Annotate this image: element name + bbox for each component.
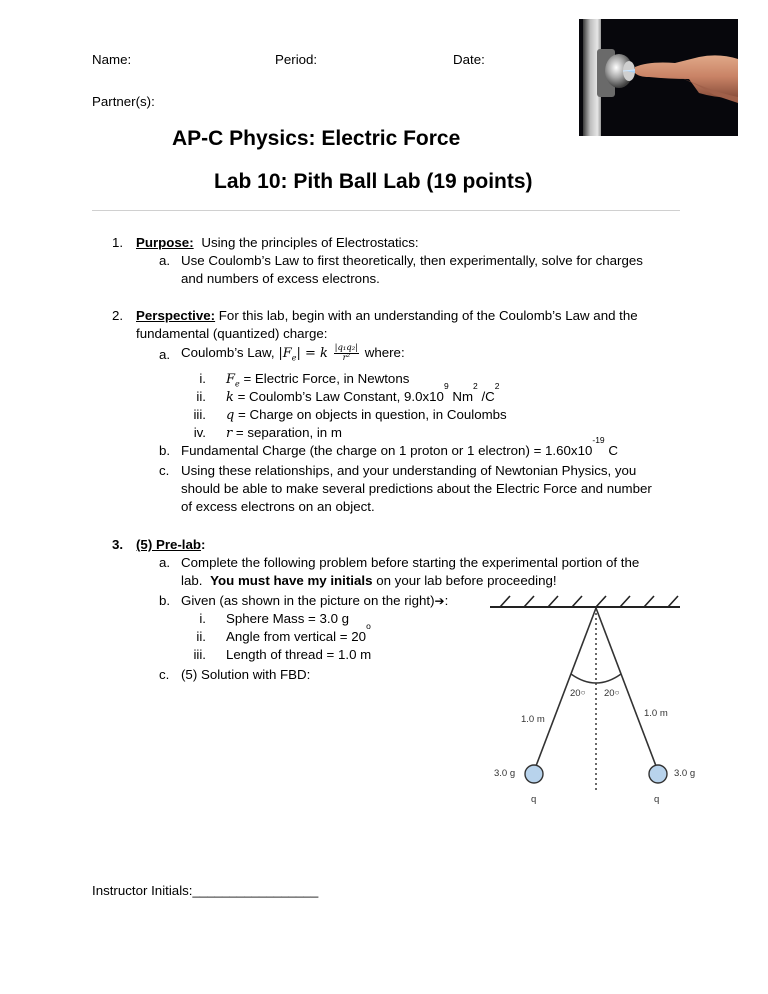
finger-doorknob-photo: [579, 19, 738, 136]
formula-subscript: e: [291, 353, 297, 363]
angle-right-value: 20: [604, 688, 615, 699]
purpose-intro: Using the principles of Electrostatics:: [201, 235, 419, 250]
ceiling-hatch: [500, 596, 678, 607]
section-3-number: 3.: [112, 537, 124, 552]
section-1a-line2: and numbers of excess electrons.: [181, 271, 380, 286]
prelab-initials-bold: You must have my initials: [210, 573, 373, 588]
item-iii-marker: iii.: [193, 407, 206, 422]
section-2-line2: fundamental (quantized) charge:: [136, 326, 328, 341]
item-ii-text: [226, 381, 500, 405]
item-iv-text: [226, 425, 342, 441]
coulomb-where: where:: [364, 345, 405, 360]
formula-force: |F: [278, 346, 292, 361]
section-3a-line1: Complete the following problem before starting the experimental portion of the: [181, 555, 640, 570]
section-3c-text: (5) Solution with FBD:: [181, 667, 311, 682]
given-ii-text: [226, 621, 371, 644]
instructor-initials-blank[interactable]: _________________: [192, 883, 319, 898]
left-thread: [536, 608, 596, 766]
section-2c-line2: should be able to make several predictions about the Electric Force and number: [181, 481, 652, 496]
item-i-text: [226, 371, 409, 389]
length-right-label: 1.0 m: [644, 708, 668, 719]
instructor-initials-label: Instructor Initials:: [92, 883, 193, 898]
section-2a-marker: a.: [159, 347, 171, 362]
pith-ball-diagram-svg: [488, 588, 710, 820]
fraction-numerator: |q₁q₂|: [334, 342, 359, 353]
given-iii-marker: iii.: [193, 647, 206, 662]
perspective-heading: Perspective:: [136, 308, 216, 323]
date-label: Date:: [453, 52, 485, 67]
degree-icon: ○: [580, 688, 586, 697]
symbol-k: k: [226, 390, 234, 405]
section-3a-marker: a.: [159, 555, 171, 570]
angle-left-value: 20: [570, 688, 581, 699]
item-iii-text: [226, 407, 507, 423]
coulomb-law-text: Coulomb’s Law,: [181, 345, 275, 360]
angle-left-label: [570, 688, 585, 699]
fundamental-charge-text: Fundamental Charge (the charge on 1 proton or 1 electron) = 1.60x10: [181, 443, 593, 458]
item-iv-marker: iv.: [193, 425, 206, 440]
section-1a-line1: Use Coulomb’s Law to first theoretically, then experimentally, solve for charges: [181, 253, 643, 268]
prelab-heading: (5) Pre-lab: [136, 537, 202, 552]
lab-title: Lab 10: Pith Ball Lab (19 points): [214, 170, 533, 193]
formula-equals-k: | = k: [296, 346, 328, 361]
section-1a-marker: a.: [159, 253, 171, 268]
prelab-proceed-text: on your lab before proceeding!: [376, 573, 557, 588]
section-3a-line2: [181, 573, 557, 588]
given-colon: :: [444, 593, 449, 608]
item-ii-desc: = Coulomb’s Law Constant, 9.0x10: [233, 389, 444, 404]
purpose-heading: Purpose:: [136, 235, 194, 250]
section-3-heading-line: [136, 537, 205, 552]
section-2c-line3: of excess electrons on an object.: [181, 499, 375, 514]
right-thread: [596, 608, 656, 766]
charge-left-label: q: [531, 794, 537, 805]
period-label: Period:: [275, 52, 318, 67]
section-3b-marker: b.: [159, 593, 171, 608]
mass-left-label: 3.0 g: [494, 768, 516, 779]
section-3b-line: [181, 593, 448, 608]
finger-touching-doorknob-photo: [579, 19, 738, 136]
prelab-lab-word: lab.: [181, 573, 203, 588]
section-2-number: 2.: [112, 308, 124, 323]
item-ii-unit-nm: Nm: [448, 389, 474, 404]
symbol-q: q: [226, 408, 235, 423]
symbol-r: r: [226, 426, 233, 441]
section-2b-marker: b.: [159, 443, 171, 458]
instructor-initials-line: [92, 883, 318, 898]
given-i-text: Sphere Mass = 3.0 g: [226, 611, 350, 626]
mass-right-label: 3.0 g: [674, 768, 696, 779]
formula-lhs: [278, 346, 328, 361]
section-2c-marker: c.: [159, 463, 170, 478]
perspective-intro-line1: For this lab, begin with an understanding of the Coulomb’s Law and the: [218, 308, 638, 323]
item-iv-desc: = separation, in m: [232, 425, 342, 440]
pith-ball-diagram: [488, 588, 710, 820]
main-title: AP-C Physics: Electric Force: [172, 127, 461, 150]
symbol-F-sub: e: [235, 379, 240, 389]
length-left-label: 1.0 m: [521, 714, 545, 725]
name-label: Name:: [92, 52, 132, 67]
exp-2a: 2: [473, 381, 478, 391]
section-3c-marker: c.: [159, 667, 170, 682]
exp-9: 9: [443, 381, 449, 391]
formula-fraction: [334, 344, 359, 363]
symbol-F: F: [226, 372, 236, 387]
charge-unit: C: [604, 443, 618, 458]
left-sphere: [525, 765, 543, 783]
given-ii-marker: ii.: [196, 629, 206, 644]
degree-sup: o: [366, 621, 371, 631]
coulomb-law-line: [181, 342, 405, 370]
degree-icon: ○: [614, 688, 620, 697]
section-1-line: [136, 235, 419, 250]
given-iii-text: Length of thread = 1.0 m: [226, 647, 372, 662]
right-sphere: [649, 765, 667, 783]
item-iii-desc: = Charge on objects in question, in Coulombs: [234, 407, 507, 422]
item-ii-unit-c: /C: [477, 389, 495, 404]
item-ii-marker: ii.: [196, 389, 206, 404]
title-divider: [92, 210, 680, 211]
charge-right-label: q: [654, 794, 660, 805]
exp-2b: 2: [494, 381, 500, 391]
fraction-denominator: r²: [342, 352, 351, 363]
exp-minus-19: -19: [592, 435, 605, 445]
prelab-colon: :: [201, 537, 206, 552]
section-2b-text: [181, 435, 618, 458]
section-1-number: 1.: [112, 235, 124, 250]
arrow-right-icon: ➔: [434, 594, 445, 608]
angle-text: Angle from vertical = 20: [226, 629, 367, 644]
angle-right-label: [604, 688, 619, 699]
given-i-marker: i.: [199, 611, 206, 626]
item-i-desc: = Electric Force, in Newtons: [239, 371, 410, 386]
section-2c-line1: Using these relationships, and your understanding of Newtonian Physics, you: [181, 463, 637, 478]
given-text: Given (as shown in the picture on the right): [181, 593, 435, 608]
item-i-marker: i.: [199, 371, 206, 386]
section-2-line1: [136, 308, 638, 323]
partners-label: Partner(s):: [92, 94, 155, 109]
